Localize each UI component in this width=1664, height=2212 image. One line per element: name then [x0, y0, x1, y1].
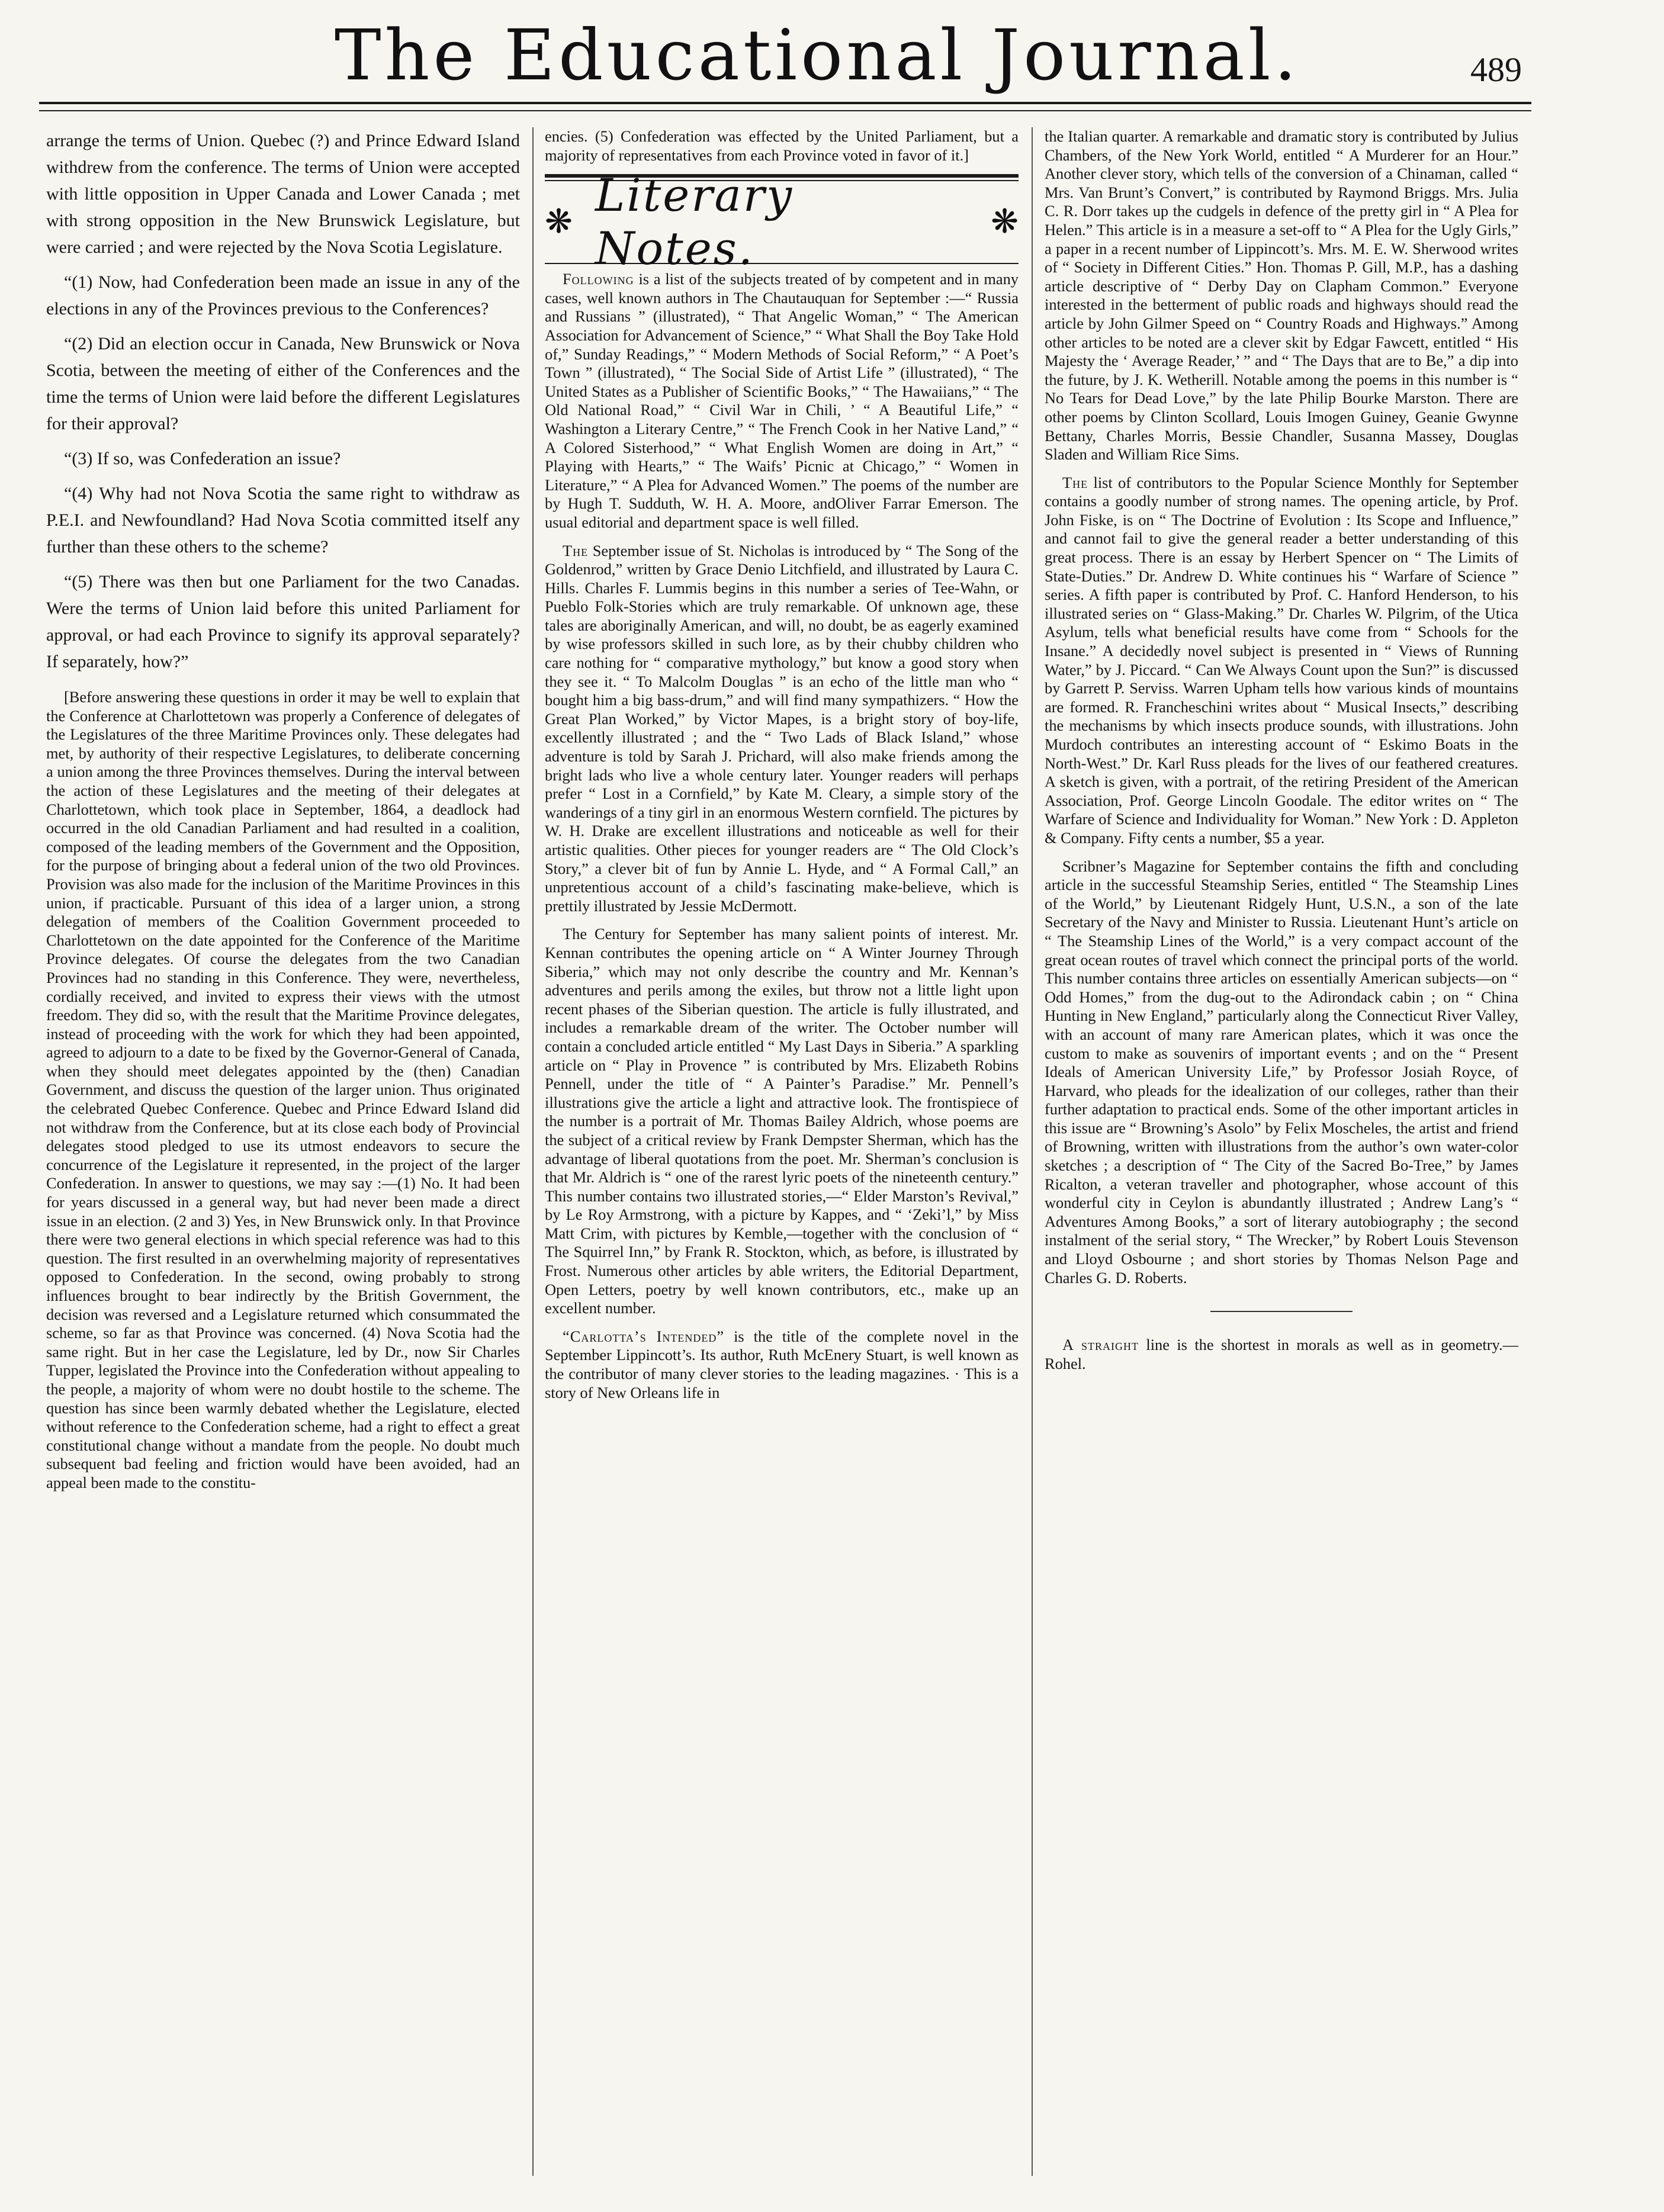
question-3: “(3) If so, was Confederation an issue?: [64, 449, 341, 468]
chautauquan-note: Following is a list of the subjects treated of by competent and in many cases, well known authors in The Chautauquan for September :—“ Russia and Russians ” (illustrated), “ That Angelic Woman,” “ The American Association for Advancement of Science,” “ What Shall the Boy Take Hold of,” Sunday Readings,” “ Modern Methods of Social Reform,” “ A Poet’s Town ” (illustrated), “ The Social Side of Artist Life ” (illustrated), “ The United States as a Publisher of Scientific Books,” “ The Hawaiians,” “ The Old National Road,” “ Civil War in Chili, ’ “ A Beautiful Life,” “ Washington a Literary Centre,” “ The French Cook in her Native Land,” “ A Colored Sisterhood,” “ What English Women are doing in Art,” “ Playing with Hearts,” “ The Waifs’ Picnic at Chicago,” “ Women in Literature,” “ A Plea for Advanced Women.” The poems of the number are by Hugh T. Sudduth, W. H. A. Moore, andOliver Farrar Emerson. The usual editorial and department space is well filled.: [545, 270, 1019, 531]
asterism-ornament-icon: ❋: [991, 204, 1019, 241]
note-lead-word: The: [1062, 473, 1088, 491]
section-title: Literary Notes.: [595, 169, 794, 275]
header-rule-thin: [39, 110, 1531, 111]
question-4: “(4) Why had not Nova Scotia the same right to withdraw as P.E.I. and Newfoundland? Had Nova Scotia committed itself any further than these others to the scheme?: [46, 484, 520, 557]
column-3: [1045, 127, 1518, 2176]
asterism-ornament-icon: ❋: [545, 204, 573, 241]
question-2: “(2) Did an election occur in Canada, New Brunswick or Nova Scotia, between the meeting of either of the Conferences and the time the terms of Union were laid before the different Legislatures for their approval?: [46, 334, 520, 433]
column-divider-1: [532, 127, 534, 2176]
note-lead-word: “Carlotta’s Intended”: [563, 1327, 725, 1345]
note-lead-word: The: [563, 541, 589, 560]
quote-lead-words: A straight: [1062, 1336, 1139, 1354]
answer-continuation: encies. (5) Confederation was effected by the United Parliament, but a majority of representatives from each Province voted in favor of it.]: [545, 127, 1019, 164]
column-divider-2: [1032, 127, 1033, 2176]
century-note: The Century for September has many salient points of interest. Mr. Kennan contributes the opening article on “ A Winter Journey Through Siberia,” which may not only describe the country and Mr. Kennan’s adventures and perils among the exiles, but throw not a little light upon recent phases of the Siberian question. The article is fully illustrated, and includes a remarkable dream of the writer. The October number will contain a concluded article entitled “ My Last Days in Siberia.” A sparkling article on “ Play in Provence ” is contributed by Mrs. Elizabeth Robins Pennell, under the title of “ A Painter’s Paradise.” Mr. Pennell’s illustrations give the article a light and attractive look. The frontispiece of the number is a portrait of Mr. Thomas Bailey Aldrich, whose poems are the subject of a critical review by Frank Dempster Sherman, which has the advantage of liberal quotations from the poet. Mr. Sherman’s conclusion is that Mr. Aldrich is “ one of the rarest lyric poets of the nineteenth century.” This number contains two illustrated stories,—“ Elder Marston’s Revival,” by Le Roy Armstrong, with a picture by Kappes, and “ ‘Zeki’l,” by Miss Matt Crim, with pictures by Kemble,—together with the conclusion of “ The Squirrel Inn,” by Frank R. Stockton, which, as before, is illustrated by Frost. Numerous other articles by able writers, the Editorial Department, Open Letters, poetry by well known contributors, etc., make up an excellent number.: [545, 925, 1019, 1317]
editor-answer-paragraph: [Before answering these questions in order it may be well to explain that the Conference at Charlottetown was properly a Conference of delegates of the Legislatures of the three Maritime Provinces only. These delegates had met, by authority of their respective Legislatures, to deliberate concerning a union among the three Provinces themselves. During the interval between the action of these Legislatures and the meeting of their delegates at Charlottetown, which took place in September, 1864, a deadlock had occurred in the old Canadian Parliament and had resulted in a coalition, composed of the leading members of the Government and the Opposition, for the purpose of bringing about a federal union of the two old Provinces. Provision was also made for the inclusion of the Maritime Provinces in this union, if practicable. Pursuant of this idea of a larger union, a strong delegation of members of the Coalition Government proceeded to Charlottetown on the date appointed for the Conference of the Maritime Province delegates. Of course the delegates from the two Canadian Provinces had no standing in this Conference. They were, nevertheless, cordially received, and invited to express their views with the utmost freedom. They did so, with the result that the Maritime Province delegates, instead of proceeding with the work for which they had been appointed, agreed to adjourn to a date to be fixed by the Governor-General of Canada, when they should meet delegates appointed by the (then) Canadian Government, and discuss the question of the larger union. Thus originated the celebrated Quebec Conference. Quebec and Prince Edward Island did not withdraw from the Conference, but at its close each body of Provincial delegates stood pledged to use its utmost endeavors to secure the concurrence of the Legislature it represented, in the project of the larger Confederation. In answer to questions, we may say :—(1) No. It had been for years discussed in a general way, but had never been made a direct issue in an election. (2 and 3) Yes, in New Brunswick only. In that Province there were two general elections in which special reference was had to this question. The first resulted in an overwhelming majority of representatives opposed to Confederation. In the second, owing probably to strong influences brought to bear indirectly by the British Government, the decision was reversed and a Legislature returned which consummated the scheme, so far as that Province was concerned. (4) Nova Scotia had the same right. But in her case the Legislature, led by Dr., now Sir Charles Tupper, legislated the Province into the Confederation without appealing to the people, a majority of whom were no doubt hostile to the scheme. The question has since been warmly debated whether the Legislature, elected without reference to the Confederation scheme, had a right to effect a great constitutional change without a mandate from the people. No doubt much subsequent bad feeling and friction would have been avoided, had an appeal been made to the constitu-: [46, 688, 520, 1491]
closing-quote: A straight line is the shortest in morals as well as in geometry.—Rohel.: [1045, 1336, 1518, 1372]
scribners-note: Scribner’s Magazine for September contains the fifth and concluding article in the successful Steamship Series, entitled “ The Steamship Lines of the World,” by Lieutenant Ridgely Hunt, U.S.N., a son of the late Secretary of the Navy and Minister to Russia. Lieutenant Hunt’s article on “ The Steamship Lines of the World,” is a very compact account of the great ocean routes of travel which connect the principal ports of the world. This number contains three articles on essentially American subjects—on “ Odd Homes,” from the dug-out to the Adirondack cabin ; on “ China Hunting in New England,” particularly along the Connecticut River Valley, with an account of many rare American plates, which it was once the custom to make as souvenirs of important events ; and on the “ Present Ideals of American University Life,” by Professor Josiah Royce, of Harvard, who pleads for the idealization of our colleges, rather than their further adaptation to practical ends. Some of the other important articles in this issue are “ Browning’s Asolo” by Felix Moscheles, the artist and friend of Browning, written with illustrations from the author’s own water-color sketches ; a description of “ The City of the Sacred Bo-Tree,” by James Ricalton, a veteran traveller and photographer, whose account of this wonderful city in Ceylon is abundantly illustrated ; Andrew Lang’s “ Adventures Among Books,” a sort of literary autobiography ; the second instalment of the serial story, “ The Wrecker,” by Robert Louis Stevenson and Lloyd Osbourne ; and short stories by Thomas Nelson Page and Charles G. D. Roberts.: [1045, 857, 1518, 1287]
union-terms-paragraph: arrange the terms of Union. Quebec (?) and Prince Edward Island withdrew from the conference. The terms of Union were accepted with little opposition in Upper Canada and Lower Canada ; met with strong opposition in the New Brunswick Legislature, but were carried ; and were rejected by the Nova Scotia Legislature.: [46, 131, 520, 257]
note-lead-word: Following: [563, 270, 634, 288]
header-rule-thick: [39, 102, 1531, 104]
popular-science-note: The list of contributors to the Popular Science Monthly for September contains a goodly number of strong names. The opening article, by Prof. John Fiske, is on “ The Doctrine of Evolution : Its Scope and Influence,” and cannot fail to give the general reader a better understanding of this great process. There is an essay by Herbert Spencer on “ The Limits of State-Duties.” Dr. Andrew D. White continues his “ Warfare of Science ” series. A fifth paper is contributed by Prof. C. Hanford Henderson, to his illustrated series on “ Glass-Making.” Dr. Charles W. Pilgrim, of the Utica Asylum, tells what beneficial results have come from “ Schools for the Insane.” A decidedly novel subject is presented in “ Views of Running Water,” by J. Piccard. “ Can We Always Count upon the Sun?” is discussed by Garrett P. Serviss. Warren Upham tells how various kinds of mountains are formed. R. Francheschini writes about “ Musical Insects,” describing the mechanisms by which insects produce sounds, with illustrations. John Murdoch contributes an interesting account of “ Eskimo Boats in the North-West.” Dr. Karl Russ pleads for the lives of our feathered creatures. A sketch is given, with a portrait, of the retiring President of the American Association, Prof. George Lincoln Goodale. The editor writes on “ The Warfare of Science and Individuality for Woman.” New York : D. Appleton & Company. Fifty cents a number, $5 a year.: [1045, 473, 1518, 847]
lippincott-continuation: the Italian quarter. A remarkable and dramatic story is contributed by Julius Chambers, of the New York World, entitled “ A Murderer for an Hour.” Another clever story, which tells of the conversion of a Chinaman, called “ Mrs. Van Brunt’s Convert,” is contributed by Raymond Briggs. Mrs. Julia C. R. Dorr takes up the cudgels in defence of the pretty girl in “ A Plea for Helen.” This article is in a measure a set-off to “ A Plea for the Ugly Girls,” a paper in a recent number of Lippincott’s. Mrs. M. E. W. Sherwood writes of “ Society in Different Cities.” Hon. Thomas P. Gill, M.P., has a dashing article descriptive of “ Derby Day on Clapham Common.” Everyone interested in the betterment of public roads and highways should read the article by John Gilmer Speed on “ Country Roads and Highways.” Among other articles to be noted are a clever skit by Edgar Fawcett, entitled “ His Majesty the ‘ Average Reader,’ ” and “ The Days that are to Be,” a dip into the future, by J. K. Wetherill. Notable among the poems in this number is “ No Tears for Dead Love,” by the late Philip Bourke Marston. There are other poems by Clinton Scollard, Louis Imogen Guiney, Geanie Gwynne Bettany, Charles Morris, Bessie Chandler, Susanna Massey, Douglas Sladen and William Rice Sims.: [1045, 127, 1518, 464]
journal-title: The Educational Journal.: [334, 14, 1300, 96]
column-2: [545, 127, 1019, 2176]
page-number: 489: [1470, 50, 1522, 89]
question-1: “(1) Now, had Confederation been made an issue in any of the elections in any of the Provinces previous to the Conferences?: [46, 272, 520, 319]
st-nicholas-note: The September issue of St. Nicholas is introduced by “ The Song of the Goldenrod,” written by Grace Denio Litchfield, and illustrated by Laura C. Hills. Charles F. Lummis begins in this number a series of Tee-Wahn, or Pueblo Folk-Stories which are truly remarkable. Of unknown age, these tales are aboriginally American, and will, no doubt, be as eagerly examined by wise professors skilled in such lore, as by their chubby children who care nothing for “ comparative mythology,” but know a good story when they see it. “ To Malcolm Douglas ” is an echo of the little man who “ bought him a big bass-drum,” and will find many sympathizers. “ How the Great Plan Worked,” by Victor Mapes, is a bright story of boy-life, excellently illustrated ; and the “ Two Lads of Black Island,” whose adventure is told by Sarah J. Prichard, will also make friends among the bright lads who live a whole century later. Younger readers will perhaps prefer “ Lost in a Cornfield,” by Kate M. Cleary, a simple story of the wanderings of a tiny girl in an enormous Western cornfield. The pictures by W. H. Drake are excellent illustrations and noticeable as well for their artistic qualities. Other pieces for younger readers are “ The Old Clock’s Story,” a clever bit of fun by Annie L. Hyde, and “ A Formal Call,” an unpretentious account of a child’s fascinating make-believe, which is prettily illustrated by Jessie McDermott.: [545, 541, 1019, 915]
column-1: [46, 127, 520, 2176]
question-5: “(5) There was then but one Parliament for the two Canadas. Were the terms of Union laid before this united Parliament for approval, or had each Province to signify its approval separately? If separately, how?”: [46, 572, 520, 671]
literary-notes-heading: [545, 169, 1019, 275]
lippincott-note: “Carlotta’s Intended” is the title of the complete novel in the September Lippincott’s. Its author, Ruth McEnery Stuart, is well known as the contributor of many clever stories to the leading magazines. · This is a story of New Orleans life in: [545, 1327, 1019, 1401]
short-divider: [1210, 1311, 1353, 1312]
